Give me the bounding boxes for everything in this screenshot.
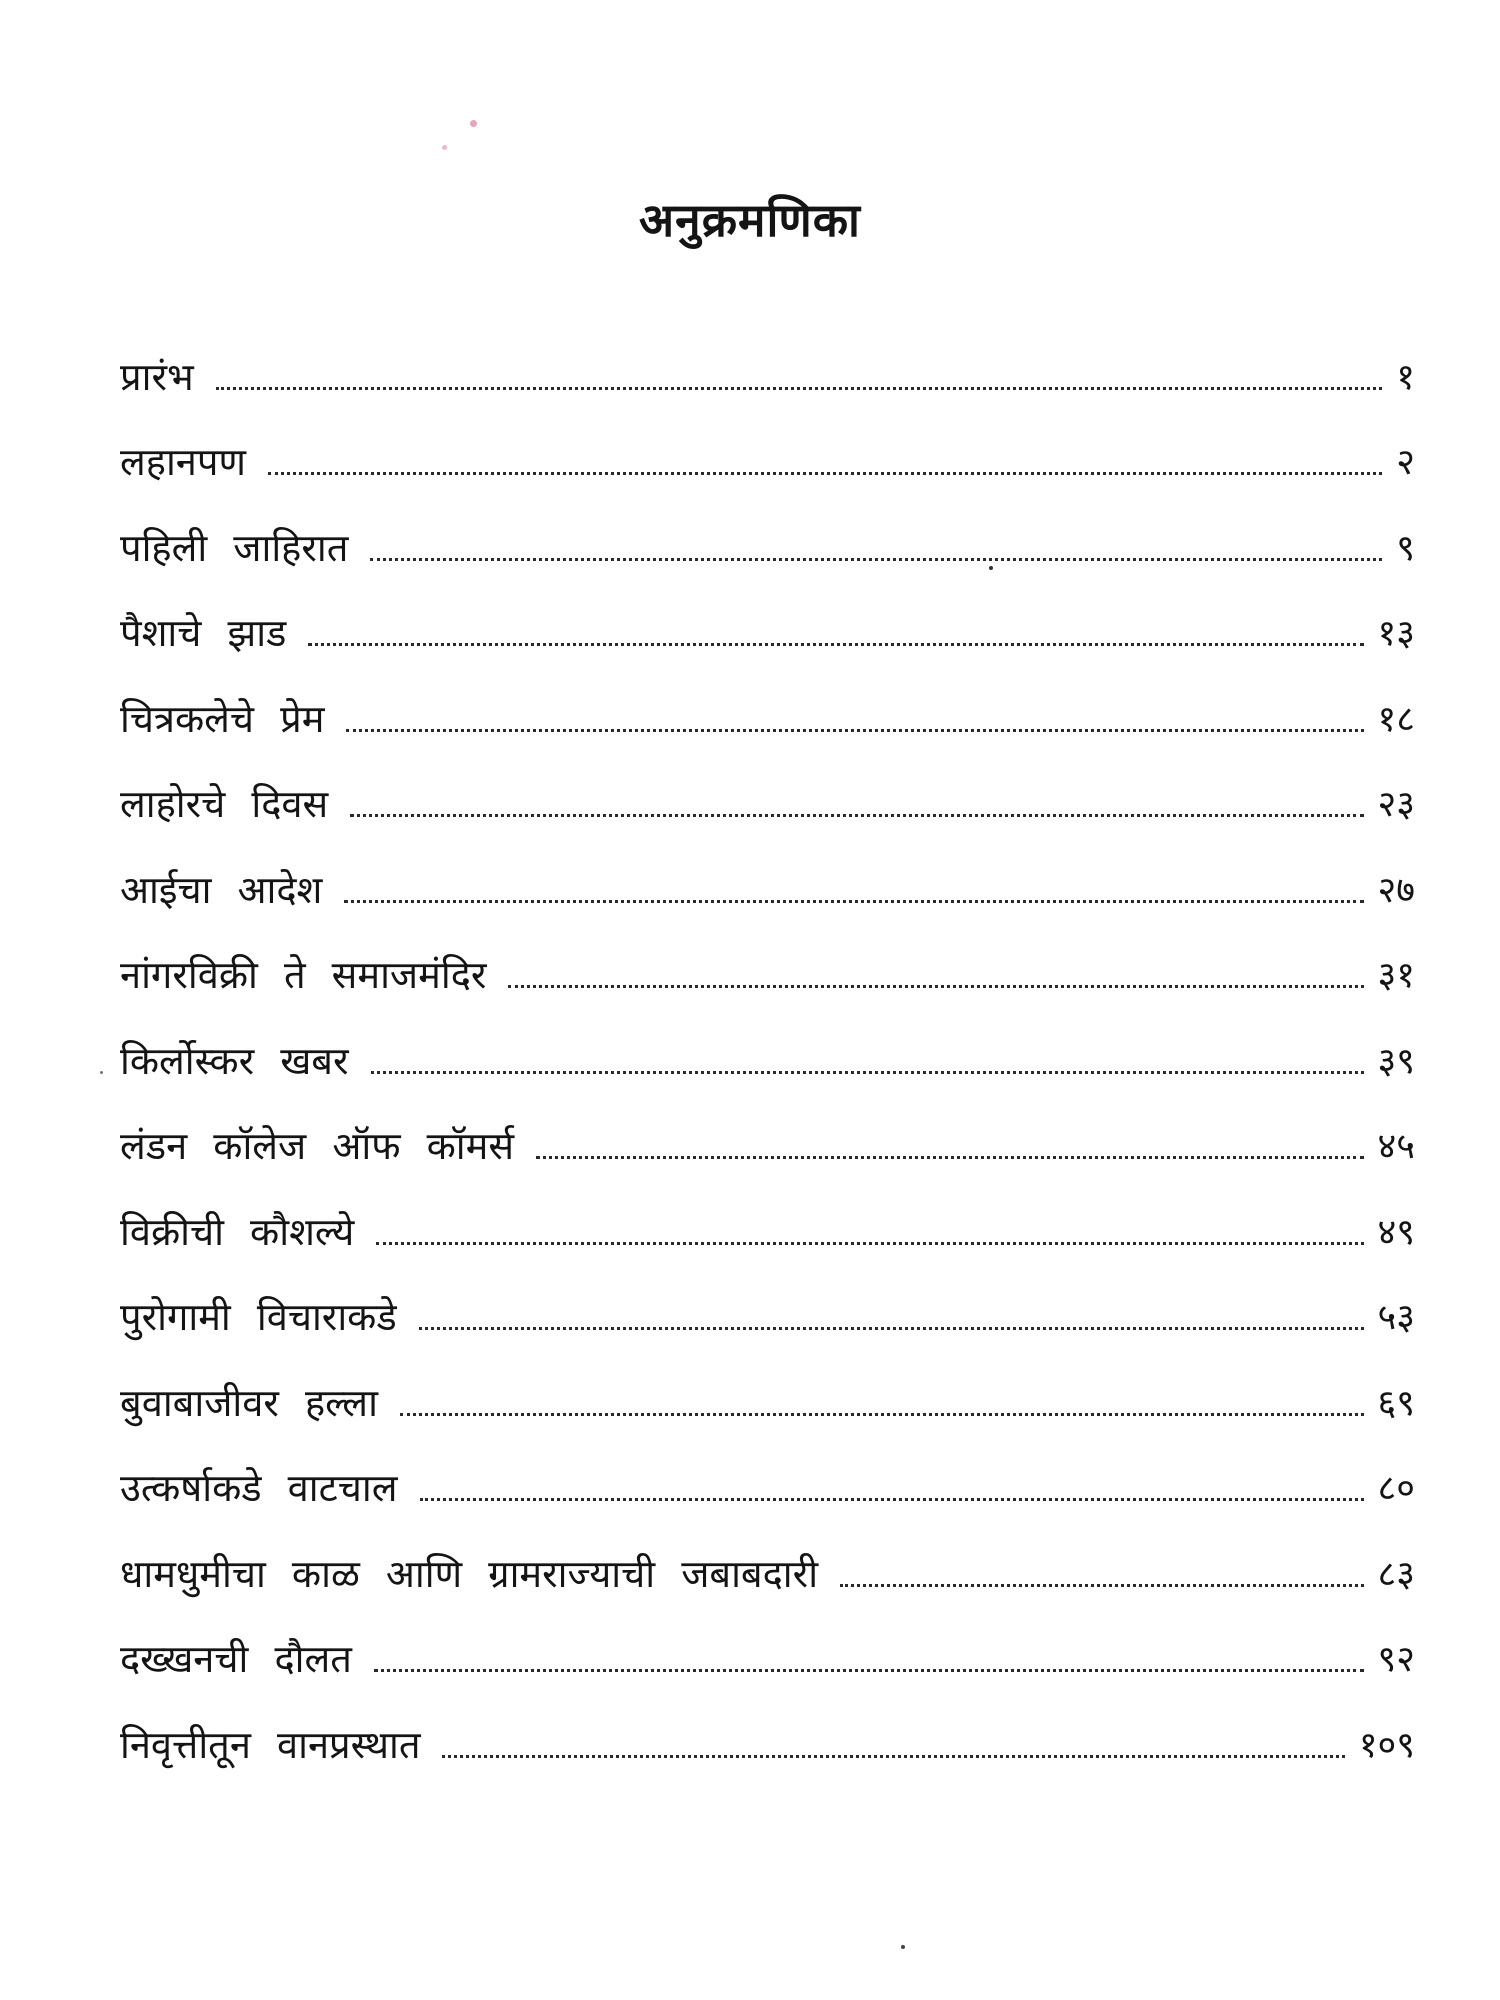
ink-speck bbox=[901, 1945, 905, 1949]
ink-speck bbox=[100, 1071, 103, 1074]
dot-leader bbox=[508, 985, 1363, 988]
dot-leader bbox=[419, 1327, 1364, 1330]
toc-entry bbox=[120, 1165, 1415, 1254]
ink-speck bbox=[470, 120, 477, 127]
entry-page-number: २३ bbox=[1377, 784, 1415, 825]
entry-title: लंडन कॉलेज ऑफ कॉमर्स bbox=[120, 1124, 515, 1168]
entry-title: उत्कर्षाकडे वाटचाल bbox=[120, 1466, 398, 1510]
entry-page-number: १३ bbox=[1377, 613, 1415, 654]
dot-leader bbox=[308, 643, 1363, 646]
entry-title: निवृत्तीतून वानप्रस्थात bbox=[120, 1722, 421, 1767]
dot-leader bbox=[216, 387, 1383, 390]
dot-leader bbox=[400, 1413, 1364, 1416]
entry-page-number: २ bbox=[1396, 442, 1415, 483]
toc-entry bbox=[120, 1336, 1415, 1425]
dot-leader bbox=[840, 1584, 1364, 1587]
entry-page-number: ३१ bbox=[1377, 955, 1415, 996]
entry-title: आईचा आदेश bbox=[120, 867, 323, 912]
entry-page-number: २७ bbox=[1377, 869, 1415, 911]
entry-page-number: ८० bbox=[1377, 1468, 1415, 1509]
dot-leader bbox=[442, 1755, 1344, 1758]
entry-page-number: ९ bbox=[1396, 527, 1415, 569]
entry-page-number: १ bbox=[1396, 356, 1415, 398]
ink-speck bbox=[442, 145, 447, 150]
toc-entry bbox=[120, 1593, 1415, 1679]
toc-entry bbox=[120, 1678, 1415, 1767]
toc-entry bbox=[120, 1251, 1415, 1337]
dot-leader bbox=[370, 558, 1382, 561]
dot-leader bbox=[346, 729, 1363, 732]
entry-page-number: ९२ bbox=[1377, 1639, 1415, 1680]
entry-title: किर्लोस्कर खबर bbox=[120, 1038, 349, 1083]
entry-page-number: ३९ bbox=[1377, 1040, 1415, 1082]
entry-title: पुरोगामी विचाराकडे bbox=[120, 1295, 397, 1339]
entry-page-number: ६९ bbox=[1377, 1382, 1415, 1424]
toc-entry bbox=[120, 823, 1415, 912]
dot-leader bbox=[268, 472, 1382, 475]
page-title: अनुक्रमणिका bbox=[639, 193, 861, 247]
toc-entry bbox=[120, 567, 1415, 653]
dot-leader bbox=[420, 1498, 1364, 1501]
entry-title: पैशाचे झाड bbox=[120, 611, 287, 655]
entry-title: चित्रकलेचे प्रेम bbox=[120, 696, 325, 741]
entry-title: नांगरविक्री ते समाजमंदिर bbox=[120, 953, 487, 997]
toc-entry bbox=[120, 738, 1415, 824]
dot-leader bbox=[376, 1242, 1363, 1245]
entry-page-number: १८ bbox=[1377, 698, 1415, 740]
toc-entry bbox=[120, 652, 1415, 741]
entry-title: विक्रीची कौशल्ये bbox=[120, 1209, 355, 1254]
entry-title: लाहोरचे दिवस bbox=[120, 782, 329, 826]
entry-title: धामधुमीचा काळ आणि ग्रामराज्याची जबाबदारी bbox=[120, 1551, 819, 1596]
toc-entry bbox=[120, 909, 1415, 995]
entry-page-number: ८३ bbox=[1377, 1553, 1415, 1595]
dot-leader bbox=[350, 814, 1363, 817]
toc-entry bbox=[120, 310, 1415, 399]
toc-entry bbox=[120, 481, 1415, 570]
toc-entry bbox=[120, 994, 1415, 1083]
dot-leader bbox=[374, 1669, 1364, 1672]
toc-entry bbox=[120, 1422, 1415, 1508]
entry-page-number: ४९ bbox=[1377, 1211, 1415, 1253]
dot-leader bbox=[536, 1156, 1364, 1159]
entry-title: पहिली जाहिरात bbox=[120, 525, 349, 570]
dot-leader bbox=[371, 1071, 1364, 1074]
toc-entry bbox=[120, 396, 1415, 482]
table-of-contents bbox=[120, 310, 1415, 1767]
entry-title: लहानपण bbox=[120, 440, 246, 484]
entry-title: बुवाबाजीवर हल्ला bbox=[120, 1380, 378, 1425]
entry-page-number: ५३ bbox=[1377, 1297, 1415, 1338]
entry-title: दख्खनची दौलत bbox=[120, 1637, 352, 1681]
toc-entry bbox=[120, 1080, 1415, 1166]
entry-page-number: १०९ bbox=[1358, 1724, 1415, 1766]
toc-entry bbox=[120, 1507, 1415, 1596]
entry-title: प्रारंभ bbox=[120, 354, 194, 399]
entry-page-number: ४५ bbox=[1377, 1126, 1415, 1167]
dot-leader bbox=[344, 900, 1363, 903]
